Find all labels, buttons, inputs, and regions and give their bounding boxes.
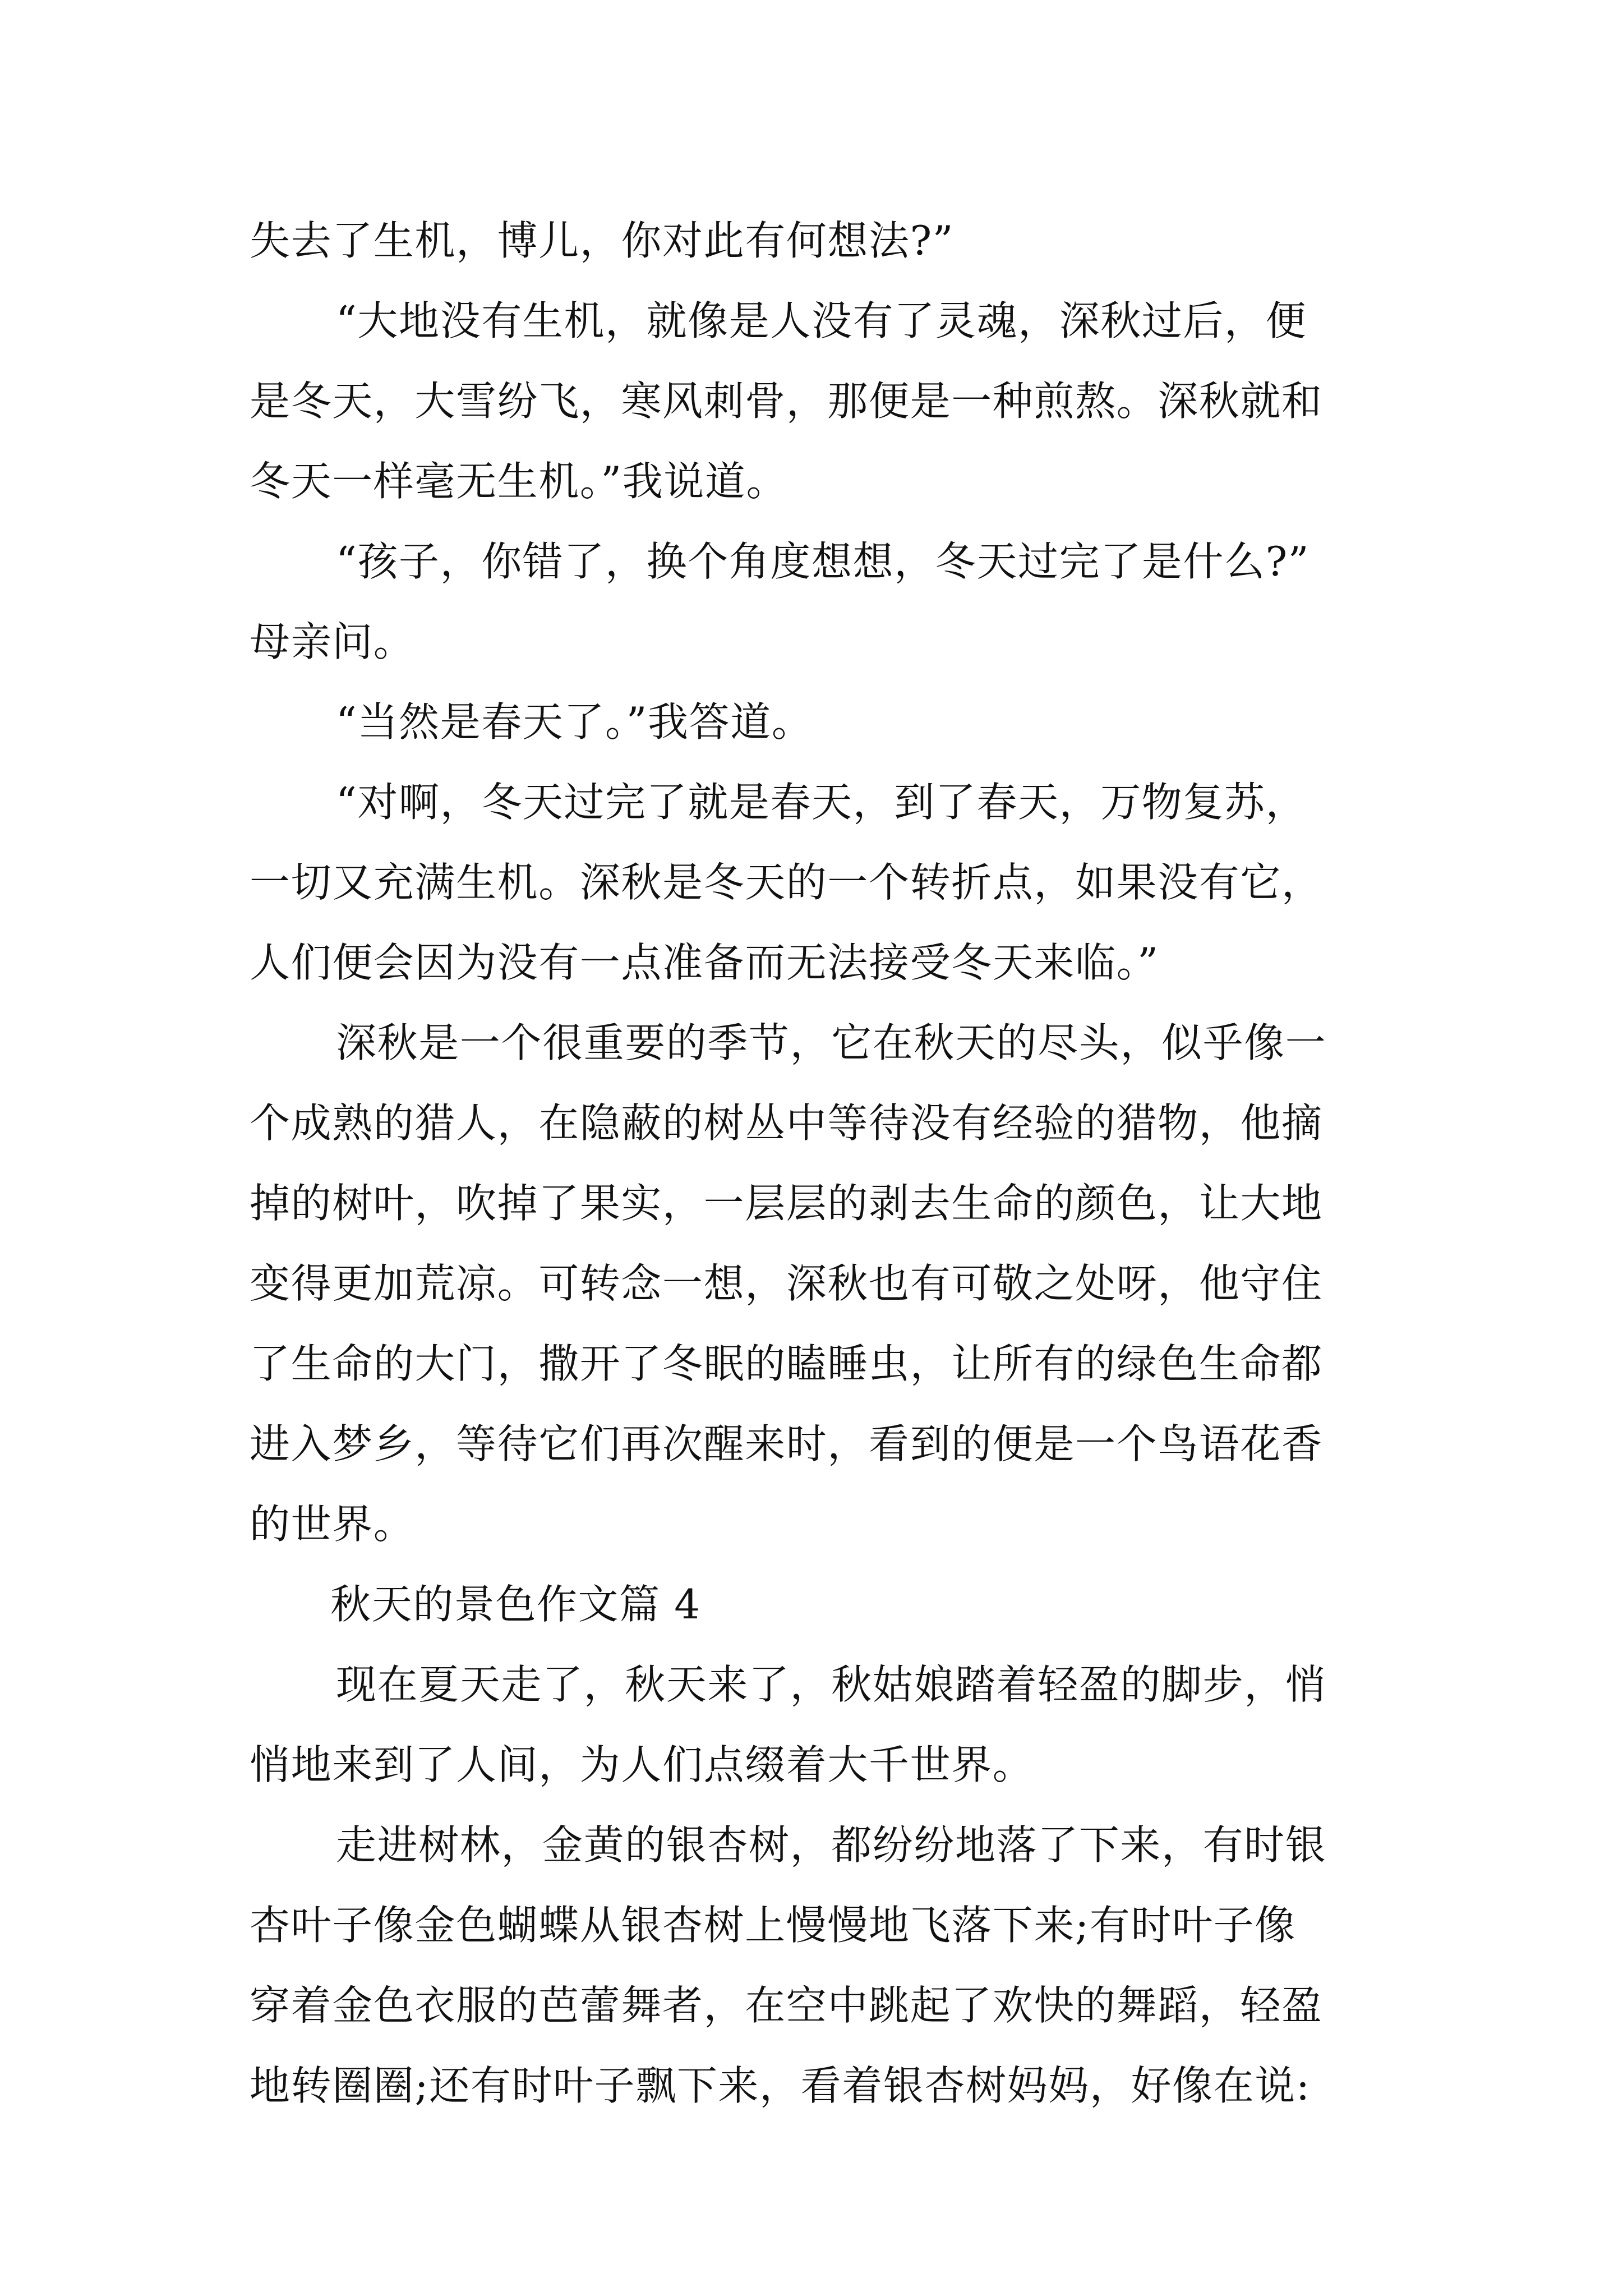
text-line: 母亲问。: [250, 618, 415, 665]
text-line: 失去了生机，博儿，你对此有何想法?”: [250, 217, 955, 264]
text-line: “大地没有生机，就像是人没有了灵魂，深秋过后，便: [336, 297, 1307, 344]
text-line: “当然是春天了。”我答道。: [336, 698, 813, 746]
text-line: 变得更加荒凉。可转念一想，深秋也有可敬之处呀，他守住: [250, 1260, 1323, 1307]
text-line: 个成熟的猎人，在隐蔽的树丛中等待没有经验的猎物，他摘: [250, 1099, 1323, 1147]
text-line: 的世界。: [250, 1501, 415, 1548]
text-line: 现在夏天走了，秋天来了，秋姑娘踏着轻盈的脚步，悄: [336, 1661, 1327, 1708]
text-line: 走进树林，金黄的银杏树，都纷纷地落了下来，有时银: [336, 1821, 1327, 1869]
text-line: 进入梦乡，等待它们再次醒来时，看到的便是一个鸟语花香: [250, 1420, 1323, 1467]
text-line: 是冬天，大雪纷飞，寒风刺骨，那便是一种煎熬。深秋就和: [250, 378, 1323, 425]
text-line: 一切又充满生机。深秋是冬天的一个转折点，如果没有它，: [250, 859, 1323, 906]
text-line: 冬天一样毫无生机。”我说道。: [250, 458, 788, 505]
text-line: “孩子，你错了，换个角度想想，冬天过完了是什么?”: [336, 538, 1310, 585]
section-heading: 秋天的景色作文篇 4: [330, 1581, 701, 1628]
text-line: 深秋是一个很重要的季节，它在秋天的尽头，似乎像一: [336, 1019, 1327, 1066]
text-line: 悄地来到了人间，为人们点缀着大千世界。: [250, 1741, 1034, 1788]
text-line: 地转圈圈;还有时叶子飘下来，看着银杏树妈妈，好像在说:: [250, 2062, 1311, 2109]
text-line: 了生命的大门，撒开了冬眠的瞌睡虫，让所有的绿色生命都: [250, 1340, 1323, 1387]
text-line: “对啊，冬天过完了就是春天，到了春天，万物复苏，: [336, 779, 1307, 826]
document-body: [250, 201, 1410, 2126]
text-line: 掉的树叶，吹掉了果实，一层层的剥去生命的颜色，让大地: [250, 1180, 1323, 1227]
text-line: 人们便会因为没有一点准备而无法接受冬天来临。”: [250, 939, 1159, 986]
text-line: 杏叶子像金色蝴蝶从银杏树上慢慢地飞落下来;有时叶子像: [250, 1902, 1296, 1949]
text-line: 穿着金色衣服的芭蕾舞者，在空中跳起了欢快的舞蹈，轻盈: [250, 1982, 1323, 2029]
